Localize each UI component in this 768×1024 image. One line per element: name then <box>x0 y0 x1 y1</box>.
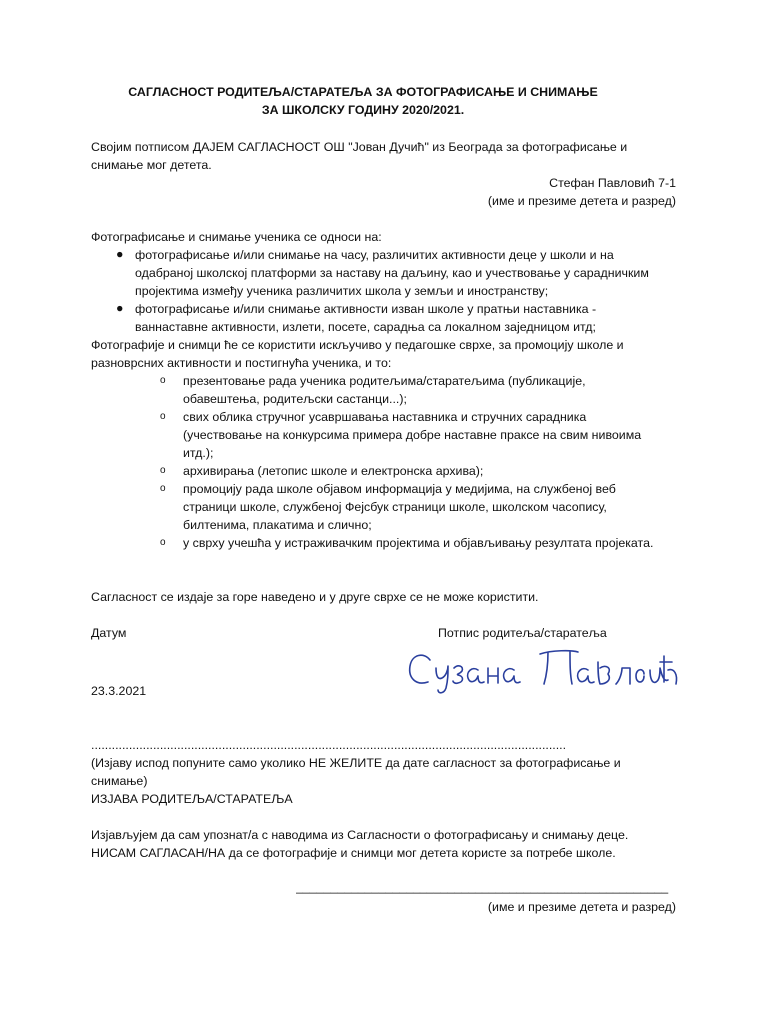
scope-bullet-1-line-2: одабраној школској платформи за наставу на даљину, као и учествовање у сарадничким <box>135 266 649 280</box>
opt-out-text-line-2: НИСАМ САГЛАСАН/НА да се фотографије и снимци мог детета користе за потребе школе. <box>91 846 616 860</box>
usage-item-1-line-2: обавештења, родитељски састанци...); <box>183 392 407 406</box>
scope-bullet-2-line-1: фотографисање и/или снимање активности изван школе у пратњи наставника - <box>135 302 597 316</box>
scope-bullet-2-line-2: ваннаставне активности, излети, посете, сарадња са локалном заједницом итд; <box>135 320 596 334</box>
document-title-line-1: САГЛАСНОСТ РОДИТЕЉА/СТАРАТЕЉА ЗА ФОТОГРАФИСАЊЕ И СНИМАЊЕ <box>128 85 598 99</box>
usage-intro-line-2: разноврсних активности и постигнућа ученика, и то: <box>91 356 392 370</box>
name-underline: ______________________________________________________ <box>296 880 669 894</box>
usage-intro-line-1: Фотографије и снимци ће се користити искључиво у педагошке сврхе, за промоцију школе и <box>91 338 624 352</box>
dotted-separator: .......................................................................................................................................... <box>91 738 567 752</box>
consent-intro-line-2: снимање мог детета. <box>91 158 212 172</box>
consent-intro-line-1: Својим потписом ДАЈЕМ САГЛАСНОСТ ОШ "Јован Дучић" из Београда за фотографисање и <box>91 140 628 154</box>
usage-item-4-line-2: страници школе, службеној Фејсбук страници школе, школском часопису, <box>183 500 607 514</box>
opt-out-note-line-2: снимање) <box>91 774 148 788</box>
child-name-caption: (име и презиме детета и разред) <box>487 194 676 208</box>
child-name: Стефан Павловић 7-1 <box>549 176 676 190</box>
usage-item-2-line-2: (учествовање на конкурсима примера добре наставне праксе на свим нивоима <box>183 428 642 442</box>
opt-out-heading: ИЗЈАВА РОДИТЕЉА/СТАРАТЕЉА <box>91 792 293 806</box>
circle-bullet-icon: o <box>160 465 166 476</box>
bullet-icon: ● <box>116 301 124 315</box>
scope-heading: Фотографисање и снимање ученика се односи на: <box>91 230 382 244</box>
scope-bullet-1-line-3: пројектима између ученика различитих школа у земљи и иностранству; <box>135 284 549 298</box>
signature-label: Потпис родитеља/старатеља <box>438 626 607 640</box>
usage-item-4-line-3: билтенима, плакатима и слично; <box>183 518 372 532</box>
usage-item-2-line-1: свих облика стручног усавршавања наставника и стручних сарадника <box>183 410 587 424</box>
usage-item-3-line-1: архивирања (летопис школе и електронска архива); <box>183 464 484 478</box>
document-title-line-2: ЗА ШКОЛСКУ ГОДИНУ 2020/2021. <box>261 103 465 117</box>
circle-bullet-icon: o <box>160 483 166 494</box>
scope-bullet-1-line-1: фотографисање и/или снимање на часу, различитих активности деце у школи и на <box>135 248 614 262</box>
opt-out-note-line-1: (Изјаву испод попуните само уколико НЕ ЖЕЛИТЕ да дате сагласност за фотографисање и <box>91 756 621 770</box>
date-value: 23.3.2021 <box>91 684 147 698</box>
usage-item-2-line-3: итд.); <box>183 446 214 460</box>
circle-bullet-icon: o <box>160 537 166 548</box>
bullet-icon: ● <box>116 247 124 261</box>
usage-item-5-line-1: у сврху учешћа у истраживачким пројектима и објављивању резултата пројеката. <box>183 536 654 550</box>
usage-item-4-line-1: промоцију рада школе објавом информација у медијима, на службеној веб <box>183 482 616 496</box>
circle-bullet-icon: o <box>160 375 166 386</box>
opt-out-caption: (име и презиме детета и разред) <box>487 900 676 914</box>
restriction-note: Сагласност се издаје за горе наведено и у друге сврхе се не може користити. <box>91 590 539 604</box>
usage-item-1-line-1: презентовање рада ученика родитељима/старатељима (публикације, <box>183 374 586 388</box>
date-label: Датум <box>91 626 127 640</box>
opt-out-text-line-1: Изјављујем да сам упознат/а с наводима из Сагласности о фотографисању и снимању деце. <box>91 828 629 842</box>
handwritten-signature <box>402 640 687 695</box>
circle-bullet-icon: o <box>160 411 166 422</box>
